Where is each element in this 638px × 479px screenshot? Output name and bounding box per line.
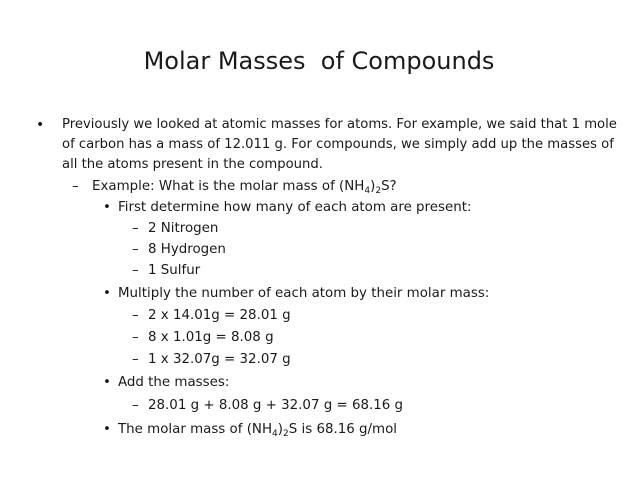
dash-marker: –	[132, 352, 139, 367]
step2-item-sulfur: 1 x 32.07g = 32.07 g	[148, 352, 291, 367]
dash-marker: –	[72, 179, 79, 194]
dash-marker: –	[132, 398, 139, 413]
example-paren-close: )	[370, 179, 376, 194]
dash-marker: –	[132, 242, 139, 257]
conclusion-subscript-2: 2	[283, 429, 289, 439]
conclusion-paren-close: )	[277, 422, 283, 437]
slide-title: Molar Masses of Compounds	[143, 47, 495, 75]
example-subscript-4: 4	[364, 186, 371, 196]
step2-item-nitrogen: 2 x 14.01g = 28.01 g	[148, 308, 291, 323]
step1-item-hydrogen: 8 Hydrogen	[148, 242, 226, 257]
example-line	[92, 177, 397, 197]
conclusion-prefix: The molar mass of (NH	[118, 422, 273, 437]
intro-paragraph: Previously we looked at atomic masses for atoms. For example, we said that 1 mole of carbon has a mass of 12.011 g. For compounds, we simply add up the masses of all the atoms present in the compound.	[62, 117, 617, 172]
example-prefix: Example: What is the molar mass of (NH	[92, 179, 365, 194]
dash-marker: –	[132, 263, 139, 278]
example-subscript-2: 2	[375, 186, 382, 196]
step1-label: First determine how many of each atom are present:	[118, 200, 472, 215]
step1-item-nitrogen: 2 Nitrogen	[148, 221, 219, 236]
step1-item-sulfur: 1 Sulfur	[148, 263, 201, 278]
dash-marker: –	[132, 221, 139, 236]
conclusion-line	[118, 420, 397, 440]
example-suffix: S?	[381, 179, 397, 194]
bullet-marker: •	[103, 200, 111, 215]
conclusion-subscript-4: 4	[272, 429, 278, 439]
bullet-marker: •	[103, 375, 111, 390]
dash-marker: –	[132, 308, 139, 323]
step2-item-hydrogen: 8 x 1.01g = 8.08 g	[148, 330, 274, 345]
bullet-marker: •	[103, 286, 111, 301]
bullet-marker: •	[36, 117, 45, 133]
step3-item-sum: 28.01 g + 8.08 g + 32.07 g = 68.16 g	[148, 398, 404, 413]
step3-label: Add the masses:	[118, 375, 230, 390]
bullet-marker: •	[103, 422, 111, 437]
dash-marker: –	[132, 330, 139, 345]
conclusion-suffix: S is 68.16 g/mol	[288, 422, 398, 437]
step2-label: Multiply the number of each atom by their molar mass:	[118, 286, 490, 301]
